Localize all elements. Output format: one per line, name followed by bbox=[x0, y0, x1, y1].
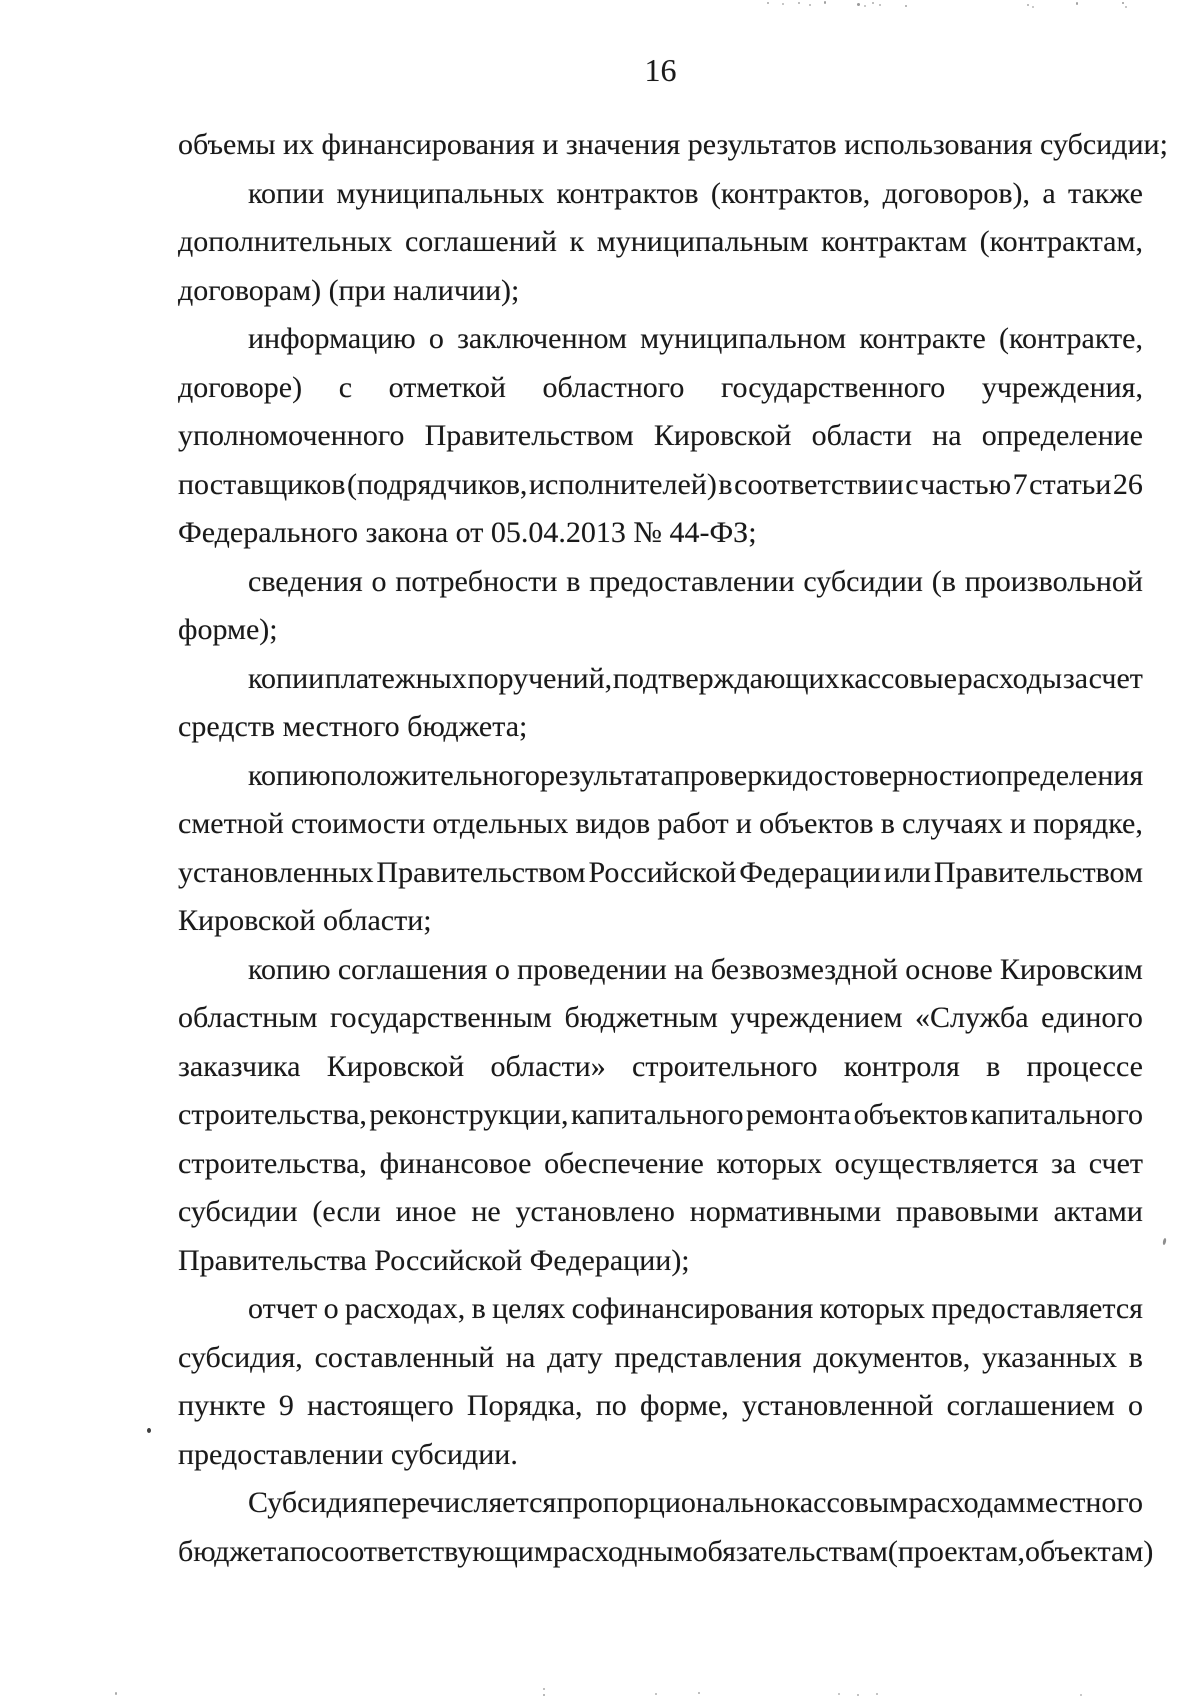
word: указанных bbox=[982, 1340, 1117, 1374]
word: с bbox=[338, 370, 353, 404]
scan-speck bbox=[1080, 1694, 1082, 1696]
word: исполнителей) bbox=[528, 467, 717, 501]
scan-speck bbox=[876, 1693, 878, 1695]
word: перечисляется bbox=[372, 1486, 557, 1519]
word: учреждением bbox=[730, 1001, 903, 1034]
page-number: 16 bbox=[644, 52, 677, 88]
document-body bbox=[178, 121, 1168, 1576]
word: проведении bbox=[517, 952, 667, 986]
word: также bbox=[1067, 176, 1143, 210]
text-line bbox=[178, 461, 1143, 510]
word: области» bbox=[490, 1049, 606, 1083]
word: которых bbox=[819, 1292, 926, 1325]
word: в bbox=[986, 1049, 1001, 1083]
scan-speck bbox=[905, 5, 907, 7]
word: соответствующим bbox=[320, 1534, 553, 1568]
word: к bbox=[569, 225, 585, 258]
word: копию bbox=[248, 952, 331, 986]
scan-speck bbox=[115, 1692, 117, 1695]
word: сведения bbox=[248, 564, 363, 598]
word: (контракте, bbox=[998, 322, 1143, 355]
scan-speck bbox=[543, 1694, 545, 1696]
word: определение bbox=[981, 419, 1143, 452]
paragraph bbox=[178, 1285, 1143, 1479]
word: расходы bbox=[957, 661, 1063, 695]
paragraph bbox=[178, 946, 1143, 1286]
word: Кировской bbox=[653, 419, 792, 452]
word: 26 bbox=[1112, 467, 1143, 501]
word: не bbox=[471, 1195, 501, 1228]
word: капитального bbox=[970, 1098, 1143, 1131]
text-line: объемы их финансирования и значения результатов использования субсидии; bbox=[178, 128, 1168, 161]
word: которых bbox=[716, 1146, 822, 1180]
word: на bbox=[505, 1340, 536, 1374]
word: (контрактов, bbox=[710, 176, 871, 210]
word: сметной bbox=[178, 807, 284, 840]
text-line: средств местного бюджета; bbox=[178, 710, 528, 743]
word: договоре) bbox=[178, 370, 303, 404]
word: «Служба bbox=[915, 1001, 1029, 1034]
word: и bbox=[1009, 807, 1026, 840]
word: о bbox=[494, 952, 510, 986]
word: субсидии bbox=[803, 564, 923, 598]
scan-speck bbox=[857, 3, 860, 6]
scan-speck bbox=[857, 1694, 859, 1696]
word: результата bbox=[539, 758, 674, 792]
text-line bbox=[178, 218, 1143, 267]
text-line: предоставлении субсидии. bbox=[178, 1437, 518, 1471]
word: контроля bbox=[843, 1049, 960, 1083]
word: составленный bbox=[314, 1340, 495, 1374]
word: Кировским bbox=[999, 952, 1143, 986]
word: 9 bbox=[278, 1389, 294, 1422]
word: уполномоченного bbox=[178, 419, 405, 452]
word: (в bbox=[931, 564, 956, 598]
scan-speck bbox=[147, 1428, 151, 1433]
text-line bbox=[178, 1528, 1154, 1577]
word: на bbox=[932, 419, 962, 452]
word: безвозмездной bbox=[710, 952, 898, 986]
word: объектов bbox=[759, 807, 874, 840]
word: настоящего bbox=[307, 1389, 454, 1422]
word: копии bbox=[248, 176, 325, 210]
word: иное bbox=[395, 1195, 457, 1228]
word: о bbox=[323, 1292, 339, 1325]
word: единого bbox=[1041, 1001, 1143, 1034]
word: определения bbox=[981, 758, 1144, 792]
word: строительства, bbox=[178, 1098, 367, 1131]
scan-speck bbox=[864, 5, 866, 7]
word: соглашений bbox=[404, 225, 557, 258]
word: счет bbox=[1088, 1146, 1143, 1180]
scan-speck bbox=[698, 1692, 700, 1694]
word: областным bbox=[178, 1001, 318, 1034]
word: областного bbox=[542, 370, 685, 404]
word: процессе bbox=[1026, 1049, 1143, 1083]
text-line bbox=[178, 1334, 1143, 1383]
word: достоверности bbox=[792, 758, 982, 792]
word: форме, bbox=[640, 1389, 729, 1422]
paragraph bbox=[178, 170, 1143, 316]
text-line bbox=[178, 1091, 1143, 1140]
word: счет bbox=[1088, 661, 1143, 695]
word: расходах, bbox=[344, 1292, 466, 1325]
word: государственным bbox=[329, 1001, 552, 1034]
scan-speck bbox=[655, 1693, 657, 1695]
word: информацию bbox=[248, 322, 416, 355]
word: заказчика bbox=[178, 1049, 301, 1083]
word: дату bbox=[547, 1340, 603, 1374]
scan-speck bbox=[782, 3, 784, 5]
word: установлено bbox=[515, 1195, 675, 1228]
word: контрактов bbox=[556, 176, 699, 210]
word: субсидия, bbox=[178, 1340, 303, 1374]
word: Российской bbox=[588, 855, 737, 889]
scan-speck bbox=[879, 4, 881, 6]
text-line bbox=[178, 1479, 1143, 1528]
word: частью bbox=[920, 467, 1012, 501]
word: за bbox=[1062, 661, 1089, 695]
scan-speck bbox=[543, 1688, 545, 1690]
word: порядке, bbox=[1033, 807, 1143, 840]
word: муниципальным bbox=[596, 225, 809, 258]
scan-speck bbox=[1162, 1238, 1166, 1245]
text-line bbox=[178, 1188, 1143, 1237]
word: отдельных bbox=[432, 807, 569, 840]
word: Кировской bbox=[326, 1049, 465, 1083]
text-line bbox=[178, 1382, 1143, 1431]
paragraph bbox=[178, 1479, 1154, 1576]
word: нормативными bbox=[689, 1195, 882, 1228]
word: договоров), bbox=[882, 176, 1031, 210]
word: строительного bbox=[632, 1049, 818, 1083]
word: строительства, bbox=[178, 1146, 367, 1180]
text-line bbox=[178, 800, 1143, 849]
word: поставщиков bbox=[178, 467, 346, 501]
text-line bbox=[178, 170, 1143, 219]
word: кассовые bbox=[840, 661, 957, 695]
paragraph bbox=[178, 315, 1143, 558]
text-line bbox=[178, 994, 1143, 1043]
word: (подрядчиков, bbox=[347, 467, 528, 501]
text-line: Правительства Российской Федерации); bbox=[178, 1243, 690, 1277]
word: (если bbox=[312, 1195, 381, 1228]
paragraph bbox=[178, 558, 1143, 655]
word: статьи bbox=[1029, 467, 1112, 501]
word: с bbox=[905, 467, 919, 501]
word: дополнительных bbox=[178, 225, 393, 258]
word: Правительством bbox=[424, 419, 634, 452]
word: расходным bbox=[552, 1534, 693, 1568]
word: установленных bbox=[178, 855, 374, 889]
text-line bbox=[178, 315, 1143, 364]
paragraph bbox=[178, 121, 1168, 170]
word: объектов bbox=[853, 1098, 968, 1131]
word: контракте bbox=[859, 322, 986, 355]
word: отметкой bbox=[388, 370, 506, 404]
word: установленной bbox=[741, 1389, 934, 1422]
word: бюджетным bbox=[564, 1001, 718, 1034]
word: подтверждающих bbox=[612, 661, 840, 695]
word: или bbox=[883, 855, 931, 889]
word: государственного bbox=[720, 370, 946, 404]
word: по bbox=[595, 1389, 627, 1422]
text-line: форме); bbox=[178, 613, 278, 646]
scan-speck bbox=[1125, 6, 1127, 8]
word: Правительством bbox=[933, 855, 1143, 889]
scan-speck bbox=[872, 2, 874, 4]
word: проверки bbox=[673, 758, 793, 792]
word: видов bbox=[575, 807, 651, 840]
scan-speck bbox=[1076, 2, 1078, 5]
word: финансовое bbox=[379, 1146, 532, 1180]
word: документов, bbox=[813, 1340, 971, 1374]
scan-speck bbox=[838, 1693, 840, 1695]
text-line: Кировской области; bbox=[178, 904, 432, 937]
word: представления bbox=[614, 1340, 802, 1374]
word: 7 bbox=[1012, 467, 1028, 501]
text-line: договорам) (при наличии); bbox=[178, 273, 520, 307]
word: копию bbox=[248, 758, 331, 792]
word: работ bbox=[657, 807, 729, 840]
word: Порядка, bbox=[466, 1389, 583, 1422]
word: правовыми bbox=[896, 1195, 1039, 1228]
word: муниципальном bbox=[640, 322, 847, 355]
word: области bbox=[811, 419, 912, 452]
text-line bbox=[178, 849, 1143, 898]
word: случаях bbox=[902, 807, 1003, 840]
word: реконструкции, bbox=[369, 1098, 569, 1131]
word: о bbox=[1127, 1389, 1143, 1422]
word: контрактам bbox=[821, 225, 967, 258]
word: за bbox=[1050, 1146, 1077, 1180]
word: отчет bbox=[248, 1292, 318, 1325]
word: соответствии bbox=[734, 467, 904, 501]
word: в bbox=[880, 807, 895, 840]
word: муниципальных bbox=[336, 176, 545, 210]
word: обеспечение bbox=[544, 1146, 704, 1180]
word: учреждения, bbox=[981, 370, 1143, 404]
text-line bbox=[178, 1285, 1143, 1334]
word: соглашения bbox=[337, 952, 488, 986]
word: соглашением bbox=[946, 1389, 1115, 1422]
scan-speck bbox=[809, 4, 811, 6]
scan-speck bbox=[1122, 2, 1124, 4]
word: актами bbox=[1053, 1195, 1143, 1228]
word: копии bbox=[248, 661, 325, 695]
scan-speck bbox=[1032, 6, 1034, 8]
word: капитального bbox=[570, 1098, 744, 1131]
word: местного bbox=[1025, 1486, 1143, 1519]
word: и bbox=[735, 807, 752, 840]
text-line bbox=[178, 752, 1143, 801]
word: софинансирования bbox=[571, 1292, 814, 1325]
word: предоставлении bbox=[589, 564, 795, 598]
word: поручений, bbox=[467, 661, 613, 695]
word: в bbox=[566, 564, 581, 598]
word: на bbox=[674, 952, 704, 986]
word: расходам bbox=[908, 1486, 1026, 1519]
text-line bbox=[178, 1140, 1143, 1189]
word: объектам) bbox=[1025, 1534, 1154, 1568]
text-line bbox=[178, 558, 1143, 607]
text-line bbox=[178, 1043, 1143, 1092]
word: ремонта bbox=[745, 1098, 852, 1131]
word: обязательствам bbox=[692, 1534, 888, 1568]
word: (проектам, bbox=[887, 1534, 1026, 1568]
word: кассовым bbox=[785, 1486, 909, 1519]
word: произвольной bbox=[964, 564, 1143, 598]
word: (контрактам, bbox=[979, 225, 1143, 258]
word: пункте bbox=[178, 1389, 266, 1422]
text-line bbox=[178, 412, 1143, 461]
word: осуществляется bbox=[834, 1146, 1039, 1180]
word: Правительством bbox=[376, 855, 586, 889]
word: целях bbox=[492, 1292, 566, 1325]
word: субсидии bbox=[178, 1195, 298, 1228]
paragraph bbox=[178, 752, 1143, 946]
word: о bbox=[428, 322, 444, 355]
word: по bbox=[289, 1534, 321, 1568]
word: платежных bbox=[324, 661, 467, 695]
word: в bbox=[718, 467, 733, 501]
text-line bbox=[178, 655, 1143, 704]
word: пропорционально bbox=[556, 1486, 786, 1519]
word: потребности bbox=[395, 564, 558, 598]
word: Субсидия bbox=[248, 1486, 372, 1519]
word: предоставляется bbox=[931, 1292, 1143, 1325]
word: в bbox=[471, 1292, 486, 1325]
word: основе bbox=[905, 952, 993, 986]
paragraph bbox=[178, 655, 1143, 752]
word: Федерации bbox=[739, 855, 881, 889]
word: бюджета bbox=[178, 1534, 290, 1568]
word: в bbox=[1128, 1340, 1143, 1374]
scan-speck bbox=[1027, 4, 1029, 6]
text-line bbox=[178, 364, 1143, 413]
word: стоимости bbox=[291, 807, 426, 840]
text-line: Федерального закона от 05.04.2013 № 44-ФЗ; bbox=[178, 516, 757, 549]
word: положительного bbox=[330, 758, 540, 792]
scan-speck bbox=[798, 2, 800, 4]
word: а bbox=[1042, 176, 1056, 210]
scan-speck bbox=[824, 1, 826, 4]
text-line bbox=[178, 946, 1143, 995]
word: заключенном bbox=[457, 322, 627, 355]
word: о bbox=[371, 564, 387, 598]
scan-speck bbox=[767, 2, 769, 4]
